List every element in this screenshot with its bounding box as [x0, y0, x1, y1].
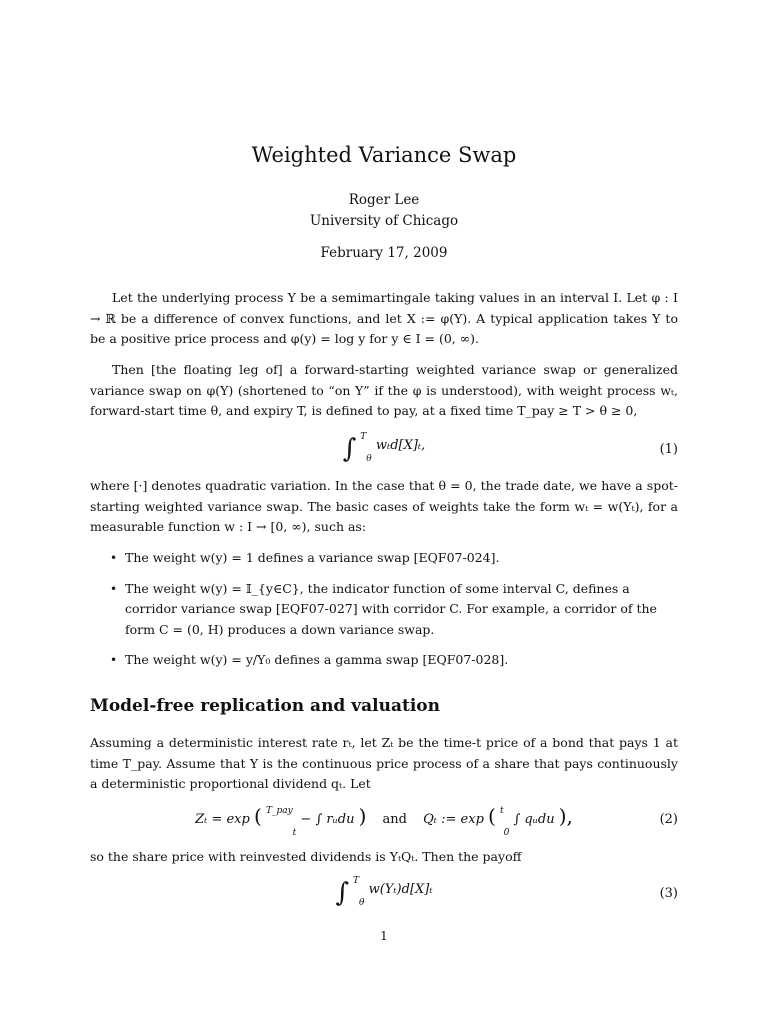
- author-affiliation: University of Chicago: [309, 213, 459, 229]
- eq1-number: (1): [659, 442, 678, 457]
- intro-paragraph-2: Then [the floating leg of] a forward-starting weighted variance swap or generalized variance swap on φ(Y) (shortened to “on Y” if the φ is understood), with weight process wₜ, forward-start time θ, and expiry T, is defined to pay, at a fixed time T_pay ≥ T > θ ≥ 0,: [90, 362, 678, 418]
- integral-symbol: ∫: [342, 434, 357, 464]
- eq3-number: (3): [659, 886, 678, 901]
- bullet-icon: •: [110, 581, 118, 596]
- eq2-left-body: − ∫ rᵤdu: [300, 812, 355, 827]
- paragraph-after-eq1: where [·] denotes quadratic variation. In the case that θ = 0, the trade date, we have a spot-starting weighted variance swap. The basic cases of weights take the form wₜ = w(Yₜ), for a measurable function w : I → [0, ∞), such as:: [90, 478, 678, 534]
- intro-paragraph-1: Let the underlying process Y be a semimartingale taking values in an interval I. Let φ : I → ℝ be a difference of convex functions, and let X := φ(Y). A typical application takes Y to be a positive price process and φ(y) = log y for y ∈ I = (0, ∞).: [90, 290, 678, 346]
- eq2-and: and: [382, 812, 407, 827]
- eq1-body: wₜd[X]ₜ,: [375, 438, 426, 453]
- eq2-left-lower: t: [292, 828, 297, 838]
- bullet-item: • The weight w(y) = 𝕀_{y∈C}, the indicator function of some interval C, defines a corridor variance swap [EQF07-027] with corridor C. For example, a corridor of the form C = (0, H) produces a down variance swap.: [110, 580, 657, 637]
- author-name: Roger Lee: [348, 192, 420, 208]
- paper-title: Weighted Variance Swap: [251, 143, 517, 167]
- paragraph-after-eq2: so the share price with reinvested dividends is YₜQₜ. Then the payoff: [90, 849, 522, 864]
- weight-bullet-list: [90, 548, 678, 671]
- page-number: 1: [380, 929, 388, 943]
- bullet-item: • The weight w(y) = 1 defines a variance swap [EQF07-024].: [90, 548, 678, 569]
- eq2-right-body: ∫ qᵤdu: [513, 812, 555, 827]
- bullet-icon: •: [110, 551, 118, 565]
- eq2-right-upper: t: [499, 806, 504, 816]
- equation-2: Zₜ = exp ( $^{T\_pay}_t$ − ∫ rᵤdu ) and Qₜ := exp ( $^t_0$ ∫ qᵤdu ), (2): [195, 804, 678, 838]
- eq1-lower-limit: θ: [366, 454, 372, 464]
- bullet-icon: •: [110, 653, 118, 667]
- bullet-item: • The weight w(y) = y/Y₀ defines a gamma swap [EQF07-028].: [90, 650, 678, 671]
- paper-date: February 17, 2009: [320, 245, 448, 261]
- eq2-left-upper: T_pay: [265, 806, 293, 816]
- eq2-right: Qₜ := exp: [423, 812, 484, 827]
- eq2-left: Zₜ = exp: [195, 812, 250, 827]
- eq3-lower-limit: θ: [359, 898, 365, 908]
- eq1-upper-limit: T: [360, 432, 367, 442]
- integral-symbol: ∫: [335, 878, 349, 908]
- eq2-right-lower: 0: [503, 828, 510, 838]
- equation-3: [90, 872, 678, 922]
- section-heading: Model-free replication and valuation: [90, 696, 440, 716]
- section-paragraph-1: Assuming a deterministic interest rate rₜ, let Zₜ be the time-t price of a bond that pays 1 at time T_pay. Assume that Y is the continuous price process of a share that pays continuously a deterministic proportional dividend qₜ. Let: [90, 735, 678, 791]
- equation-1: [90, 428, 678, 478]
- eq3-upper-limit: T: [352, 876, 359, 886]
- eq3-body: w(Yₜ)d[X]ₜ: [368, 882, 433, 897]
- eq2-number: (2): [659, 812, 678, 827]
